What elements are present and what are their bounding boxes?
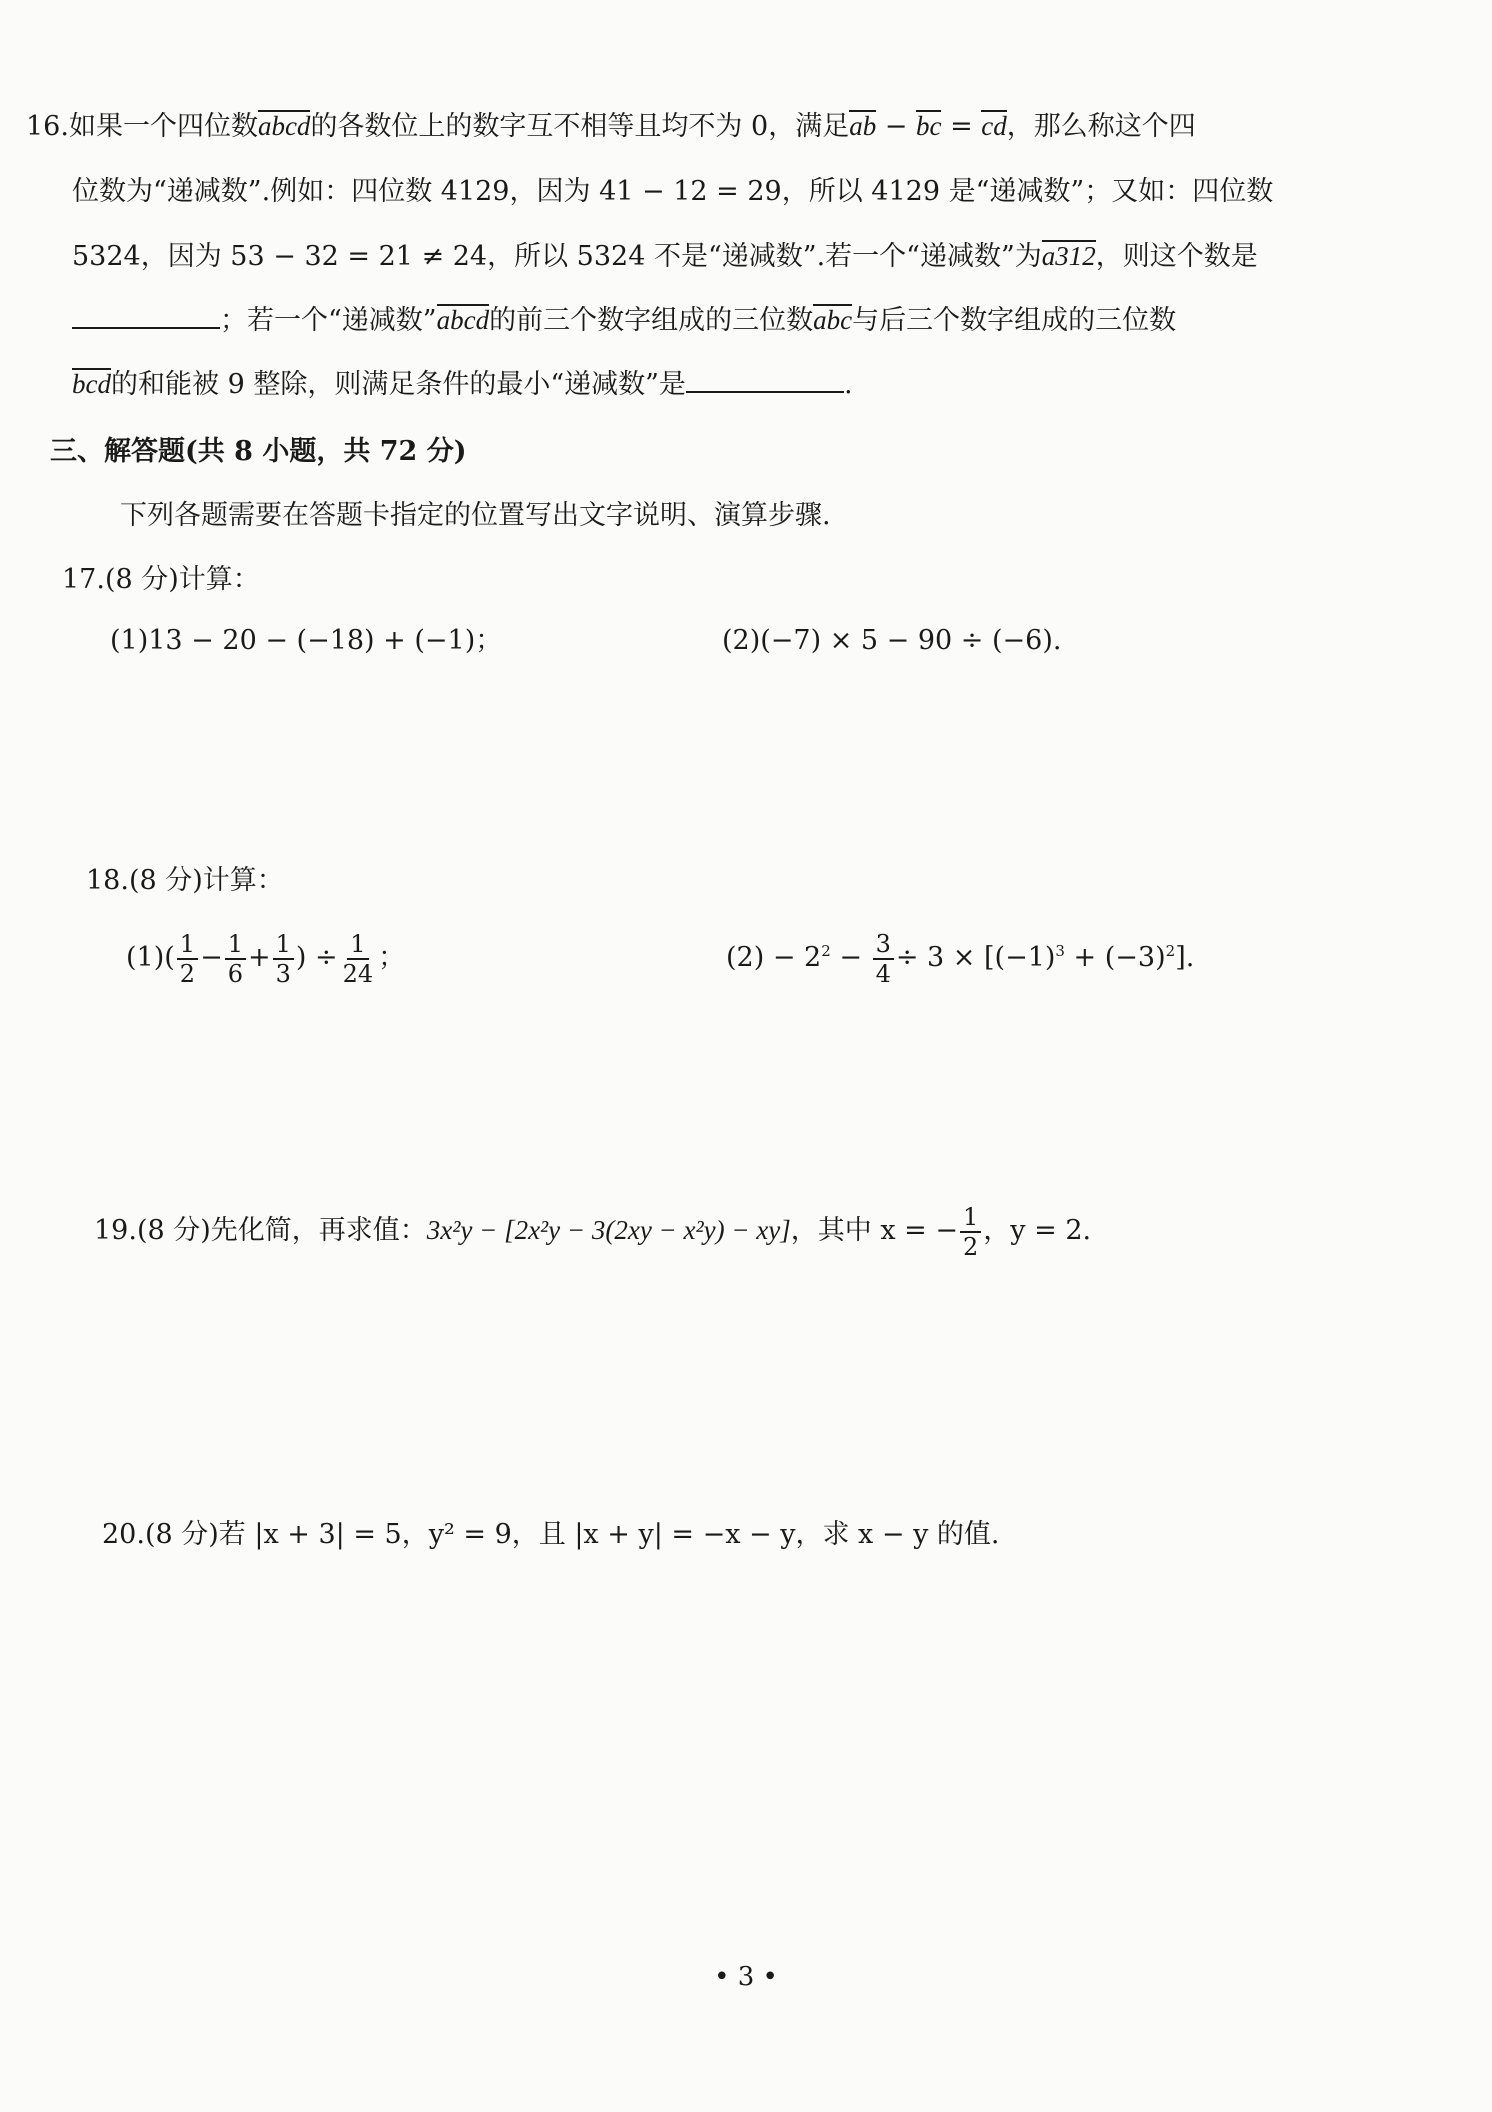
q18-heading: 18.(8 分)计算： bbox=[86, 865, 284, 896]
fraction: $\frac{1}{6}$ bbox=[225, 930, 246, 988]
fraction: $\frac{1}{3}$ bbox=[273, 930, 294, 988]
fraction: $\frac{1}{2}$ bbox=[960, 1203, 981, 1261]
q16-line4: ；若一个“递减数”abcd的前三个数字组成的三位数abc与后三个数字组成的三位数 bbox=[72, 301, 1176, 341]
overline-abcd: abcd bbox=[257, 111, 311, 141]
q19-text: 19.(8 分)先化简，再求值：3x²y − [2x²y − 3(2xy − x²y) − xy]，其中 x = − $\frac{1}{2}$ ，y = 2. bbox=[94, 1202, 1092, 1261]
q18-part1: (1)( $\frac{1}{2}$ − $\frac{1}{6}$ + $\frac{1}{3}$ ) ÷ $\frac{1}{24}$ ； bbox=[126, 929, 406, 988]
section-instruction: 下列各题需要在答题卡指定的位置写出文字说明、演算步骤. bbox=[120, 500, 831, 531]
q16-line3: 5324，因为 53 − 32 = 21 ≠ 24，所以 5324 不是“递减数”.若一个“递减数”为a312，则这个数是 bbox=[72, 241, 1258, 272]
overline-bcd: bcd bbox=[72, 369, 111, 399]
q20-text: 20.(8 分)若 |x + 3| = 5，y² = 9，且 |x + y| = −x − y，求 x − y 的值. bbox=[102, 1519, 1000, 1550]
answer-blank-2[interactable] bbox=[686, 369, 844, 393]
section-title: 三、解答题(共 8 小题，共 72 分) bbox=[50, 436, 467, 467]
q16-line5: bcd的和能被 9 整除，则满足条件的最小“递减数”是 . bbox=[72, 369, 853, 400]
q16-line1: 16.如果一个四位数abcd的各数位上的数字互不相等且均不为 0，满足ab − bc = cd，那么称这个四 bbox=[26, 111, 1196, 142]
fraction: $\frac{1}{24}$ bbox=[342, 929, 374, 988]
q17-part2: (2)(−7) × 5 − 90 ÷ (−6). bbox=[722, 625, 1062, 656]
q18-part2: $(2) - 2^2$ − $\frac{3}{4}$ ÷ $3 \times [(-1)^3 + (-3)^2]$. bbox=[726, 929, 1195, 988]
q16-line2: 位数为“递减数”.例如：四位数 4129，因为 41 − 12 = 29，所以 4129 是“递减数”；又如：四位数 bbox=[72, 176, 1274, 207]
overline-abcd-2: abcd bbox=[436, 305, 490, 335]
fraction: $\frac{1}{2}$ bbox=[177, 930, 198, 988]
overline-a312: a312 bbox=[1041, 241, 1096, 271]
q16-text: 16.如果一个四位数 bbox=[26, 111, 258, 142]
overline-bc: bc bbox=[916, 111, 942, 141]
answer-blank-1[interactable] bbox=[72, 305, 220, 329]
q17-part1: (1)13 − 20 − (−18) + (−1)； bbox=[110, 625, 503, 656]
fraction: $\frac{3}{4}$ bbox=[873, 930, 894, 988]
overline-abc: abc bbox=[813, 305, 853, 335]
overline-cd: cd bbox=[981, 111, 1007, 141]
overline-ab: ab bbox=[849, 111, 877, 141]
q17-heading: 17.(8 分)计算： bbox=[62, 564, 260, 595]
page-number: • 3 • bbox=[714, 1962, 778, 1992]
